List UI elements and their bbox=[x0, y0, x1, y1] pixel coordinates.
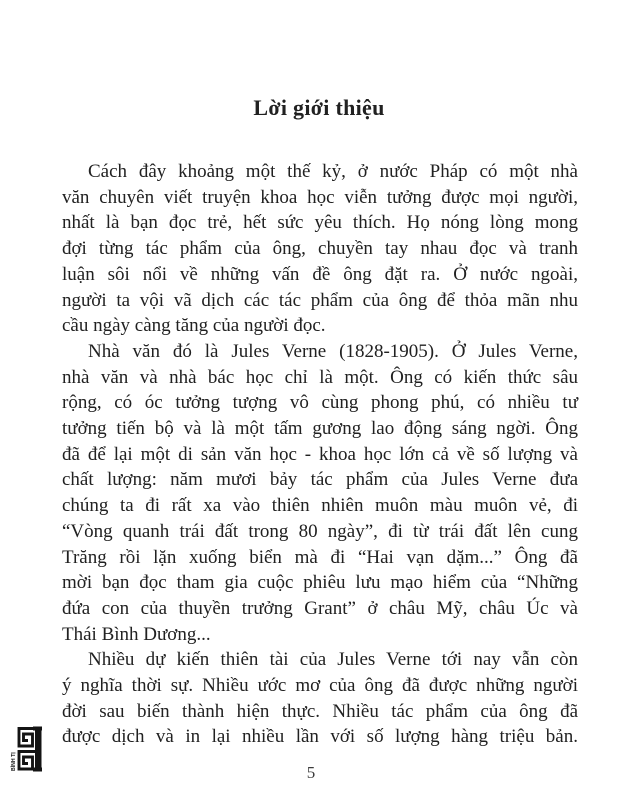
text-line: chất lượng: năm mươi bảy tác phẩm của Jules Verne đưa bbox=[62, 469, 578, 491]
text-line: đứa con của thuyền trưởng Grant” ở châu Mỹ, châu Úc và bbox=[62, 597, 578, 619]
text-line: đã để lại một di sản văn học - khoa học lớn cả về số lượng và bbox=[62, 443, 578, 465]
paragraph bbox=[62, 159, 578, 339]
page-title: Lời giới thiệu bbox=[253, 95, 385, 120]
text-line: tưởng tiến bộ và là một tấm gương lao động sáng ngời. Ông bbox=[62, 418, 578, 440]
text-line: chúng ta đi rất xa vào thiên nhiên muôn màu muôn vẻ, đi bbox=[62, 495, 578, 517]
text-line: Nhà văn đó là Jules Verne (1828-1905). Ở Jules Verne, bbox=[88, 340, 578, 362]
text-line: mời bạn đọc tham gia cuộc phiêu lưu mạo hiểm của “Những bbox=[62, 572, 578, 594]
paragraph bbox=[62, 339, 578, 647]
body-text bbox=[62, 159, 578, 750]
text-line: đợi từng tác phẩm của ông, chuyền tay nhau đọc và tranh bbox=[62, 238, 578, 260]
publisher-logo-text: BÌNH TỊ bbox=[11, 752, 18, 771]
paragraph bbox=[62, 647, 578, 750]
text-line: rộng, có óc tưởng tượng vô cùng phong phú, có nhiều tư bbox=[62, 392, 578, 414]
text-line: được dịch và in lại nhiều lần với số lượng hàng triệu bản. bbox=[62, 726, 578, 748]
text-line: Thái Bình Dương... bbox=[62, 623, 211, 645]
text-line: Nhiều dự kiến thiên tài của Jules Verne tới nay vẫn còn bbox=[88, 649, 578, 671]
text-line: Trăng rồi lặn xuống biển mà đi “Hai vạn dặm...” Ông đã bbox=[62, 546, 578, 568]
text-line: luận sôi nổi về những vấn đề ông đặt ra. Ở nước ngoài, bbox=[62, 263, 578, 285]
publisher-logo-icon bbox=[9, 725, 43, 773]
text-line: ý nghĩa thời sự. Nhiều ước mơ của ông đã được những người bbox=[62, 675, 578, 697]
text-line: nhà văn và nhà bác học chỉ là một. Ông có kiến thức sâu bbox=[62, 366, 578, 388]
text-line: “Vòng quanh trái đất trong 80 ngày”, đi từ trái đất lên cung bbox=[62, 520, 578, 542]
text-line: nhất là bạn đọc trẻ, hết sức yêu thích. Họ nóng lòng mong bbox=[62, 212, 578, 234]
page-number: 5 bbox=[306, 763, 316, 782]
text-line: đời sau biến thành hiện thực. Nhiều tác phẩm của ông đã bbox=[62, 700, 578, 722]
text-line: cầu ngày càng tăng của người đọc. bbox=[62, 315, 326, 337]
text-line: người ta vội vã dịch các tác phẩm của ông để thỏa mãn nhu bbox=[62, 289, 578, 311]
text-line: Cách đây khoảng một thế kỷ, ở nước Pháp có một nhà bbox=[88, 161, 578, 182]
text-line: văn chuyên viết truyện khoa học viễn tưởng được mọi người, bbox=[62, 186, 578, 208]
